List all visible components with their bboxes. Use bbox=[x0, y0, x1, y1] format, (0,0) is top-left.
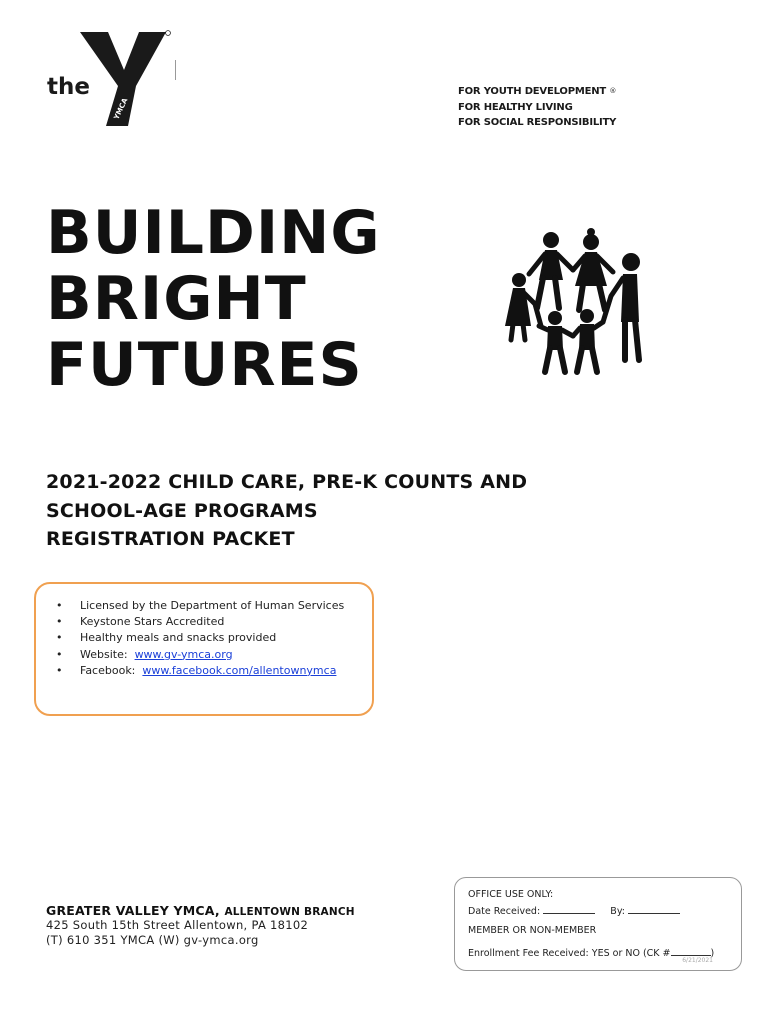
list-item bbox=[56, 614, 344, 630]
branch-address: 425 South 15th Street Allentown, PA 18102 bbox=[46, 918, 309, 932]
enrollment-fee-label: Enrollment Fee Received: YES or NO (CK # bbox=[468, 948, 671, 959]
highlights-box bbox=[34, 582, 374, 716]
branch-label: ALLENTOWN BRANCH bbox=[224, 906, 355, 918]
ymca-logo bbox=[46, 28, 186, 132]
tagline bbox=[458, 84, 616, 131]
bullet-icon: • bbox=[56, 599, 63, 612]
title-line1: BUILDING bbox=[46, 198, 381, 268]
bullet-icon: • bbox=[56, 631, 63, 645]
subtitle-line1: 2021-2022 CHILD CARE, PRE-K COUNTS AND bbox=[46, 471, 528, 493]
by-field[interactable] bbox=[628, 904, 680, 914]
highlight-keystone: Keystone Stars Accredited bbox=[80, 615, 225, 629]
list-item bbox=[56, 647, 344, 663]
highlight-meals: Healthy meals and snacks provided bbox=[80, 631, 277, 645]
logo-ymca-text: YMCA bbox=[112, 96, 130, 121]
facebook-label: Facebook: bbox=[80, 663, 136, 677]
highlights-list bbox=[56, 598, 344, 679]
date-received-label: Date Received: bbox=[468, 906, 541, 917]
website-link[interactable]: www.gv-ymca.org bbox=[134, 647, 233, 661]
branch-footer bbox=[46, 903, 355, 948]
packet-subtitle bbox=[46, 468, 527, 554]
date-received-field[interactable] bbox=[543, 904, 595, 914]
date-received-row bbox=[468, 904, 680, 917]
list-item bbox=[56, 630, 344, 646]
branch-name bbox=[46, 903, 355, 918]
version-date: 6/21/2021 bbox=[682, 957, 713, 964]
enrollment-fee-row bbox=[468, 946, 714, 959]
check-number-field[interactable] bbox=[671, 946, 711, 956]
logo-the-text: the bbox=[47, 74, 90, 100]
tagline-line3: FOR SOCIAL RESPONSIBILITY bbox=[458, 117, 617, 128]
org-name: GREATER VALLEY YMCA, bbox=[46, 903, 220, 918]
facebook-link[interactable]: www.facebook.com/allentownymca bbox=[142, 663, 337, 677]
bullet-icon: • bbox=[56, 615, 63, 629]
enrollment-fee-close: ) bbox=[710, 948, 715, 959]
website-label: Website: bbox=[80, 647, 128, 661]
tagline-line2: FOR HEALTHY LIVING bbox=[458, 101, 573, 113]
logo-divider bbox=[175, 60, 176, 80]
registered-mark: ® bbox=[609, 87, 617, 95]
ymca-y-icon bbox=[46, 28, 186, 132]
office-use-box bbox=[454, 877, 742, 971]
by-label: By: bbox=[610, 906, 625, 917]
title-line3: FUTURES bbox=[46, 330, 363, 400]
member-status: MEMBER OR NON-MEMBER bbox=[468, 925, 597, 936]
list-item bbox=[56, 598, 344, 614]
subtitle-line2: SCHOOL-AGE PROGRAMS bbox=[46, 499, 318, 522]
branch-contact: (T) 610 351 YMCA (W) gv-ymca.org bbox=[46, 933, 259, 947]
bullet-icon: • bbox=[56, 663, 63, 677]
family-circle-icon bbox=[495, 222, 655, 382]
subtitle-line3: REGISTRATION PACKET bbox=[46, 528, 295, 550]
office-use-title: OFFICE USE ONLY: bbox=[468, 889, 554, 900]
page-title bbox=[46, 200, 381, 398]
list-item bbox=[56, 663, 344, 679]
highlight-licensed: Licensed by the Department of Human Services bbox=[80, 599, 345, 612]
title-line2: BRIGHT bbox=[46, 264, 307, 334]
tagline-line1: FOR YOUTH DEVELOPMENT bbox=[458, 86, 607, 97]
bullet-icon: • bbox=[56, 647, 63, 661]
